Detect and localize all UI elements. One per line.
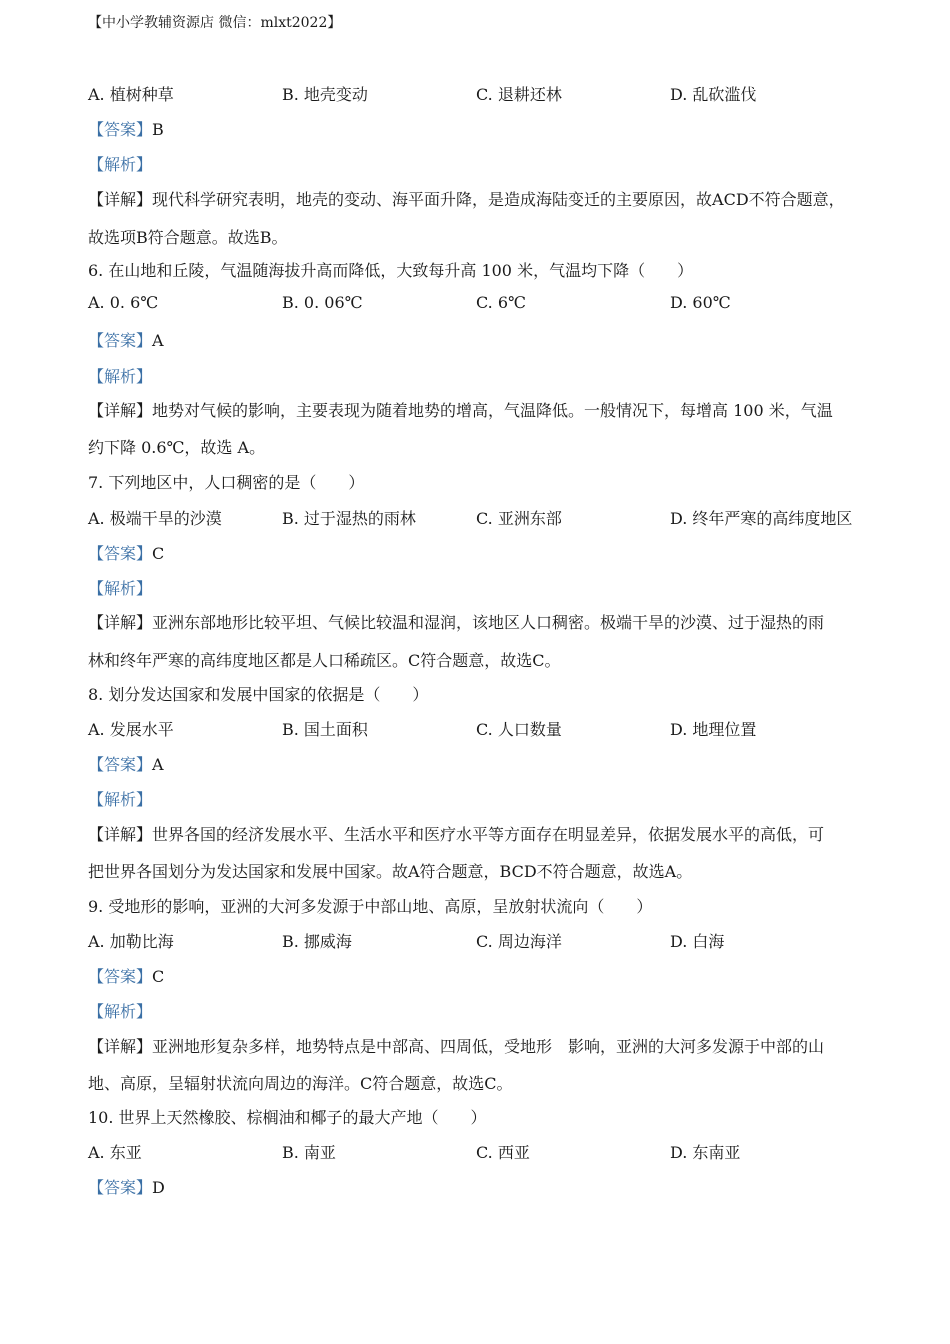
detail-text: 地势对气候的影响，主要表现为随着地势的增高，气温降低。一般情况下，每增高 100 米，气温 — [152, 401, 833, 420]
q10-option-b: B. 南亚 — [282, 1143, 336, 1162]
q6-answer — [88, 328, 164, 351]
answer-value: A — [152, 755, 164, 774]
answer-tag: 【答案】 — [88, 544, 153, 563]
answer-value: C — [152, 544, 165, 563]
q9-option-d: D. 白海 — [670, 932, 725, 951]
q10-option-c: C. 西亚 — [476, 1143, 530, 1162]
q5-option-d: D. 乱砍滥伐 — [670, 85, 757, 104]
q5-detail-line-1 — [88, 187, 845, 210]
q6-detail-line-2: 约下降 0.6℃，故选 A。 — [88, 438, 266, 457]
q5-option-c: C. 退耕还林 — [476, 85, 562, 104]
answer-value: B — [152, 120, 164, 139]
q6-detail-line-1 — [88, 398, 833, 421]
detail-tag: 【详解】 — [88, 1037, 153, 1056]
q8-answer — [88, 752, 164, 775]
q8-option-d: D. 地理位置 — [670, 720, 757, 739]
q7-detail-line-1 — [88, 610, 824, 633]
q9-option-b: B. 挪威海 — [282, 932, 352, 951]
q7-option-c: C. 亚洲东部 — [476, 509, 562, 528]
detail-tag: 【详解】 — [88, 190, 153, 209]
answer-value: A — [152, 331, 164, 350]
q8-option-a: A. 发展水平 — [88, 720, 174, 739]
detail-text: 亚洲东部地形比较平坦、气候比较温和湿润，该地区人口稠密。极端干旱的沙漠、过于湿热的雨 — [152, 613, 825, 632]
answer-tag: 【答案】 — [88, 755, 153, 774]
q5-analysis-tag: 【解析】 — [88, 155, 153, 174]
q7-option-a: A. 极端干旱的沙漠 — [88, 509, 222, 528]
q8-option-c: C. 人口数量 — [476, 720, 562, 739]
q7-option-d: D. 终年严寒的高纬度地区 — [670, 509, 853, 528]
q5-detail-line-2: 故选项B符合题意。故选B。 — [88, 228, 288, 247]
detail-text: 世界各国的经济发展水平、生活水平和医疗水平等方面存在明显差异，依据发展水平的高低，可 — [152, 825, 825, 844]
q10-question: 10. 世界上天然橡胶、棕榈油和椰子的最大产地（ ） — [88, 1108, 487, 1127]
q6-option-b: B. 0. 06℃ — [282, 293, 363, 312]
q6-option-a: A. 0. 6℃ — [88, 293, 159, 312]
q9-detail-line-1 — [88, 1034, 824, 1057]
q10-option-d: D. 东南亚 — [670, 1143, 741, 1162]
detail-text: 亚洲地形复杂多样，地势特点是中部高、四周低，受地形 影响，亚洲的大河多发源于中部的山 — [152, 1037, 825, 1056]
q9-question: 9. 受地形的影响，亚洲的大河多发源于中部山地、高原，呈放射状流向（ ） — [88, 897, 653, 916]
q8-detail-line-1 — [88, 822, 824, 845]
q7-question: 7. 下列地区中，人口稠密的是（ ） — [88, 473, 365, 492]
q5-answer — [88, 117, 164, 140]
q9-answer — [88, 964, 164, 987]
q7-detail-line-2: 林和终年严寒的高纬度地区都是人口稀疏区。C符合题意，故选C。 — [88, 651, 561, 670]
q8-option-b: B. 国土面积 — [282, 720, 368, 739]
detail-text: 现代科学研究表明，地壳的变动、海平面升降，是造成海陆变迁的主要原因，故ACD不符合题意， — [152, 190, 845, 209]
q8-question: 8. 划分发达国家和发展中国家的依据是（ ） — [88, 685, 429, 704]
detail-tag: 【详解】 — [88, 401, 153, 420]
answer-value: D — [152, 1178, 165, 1197]
q8-analysis-tag: 【解析】 — [88, 790, 153, 809]
detail-tag: 【详解】 — [88, 613, 153, 632]
q9-detail-line-2: 地、高原，呈辐射状流向周边的海洋。C符合题意，故选C。 — [88, 1074, 513, 1093]
q9-option-a: A. 加勒比海 — [88, 932, 174, 951]
q7-analysis-tag: 【解析】 — [88, 579, 153, 598]
detail-tag: 【详解】 — [88, 825, 153, 844]
q10-option-a: A. 东亚 — [88, 1143, 142, 1162]
q7-answer — [88, 541, 164, 564]
page-header: 【中小学教辅资源店 微信：mlxt2022】 — [88, 15, 342, 31]
answer-tag: 【答案】 — [88, 967, 153, 986]
answer-tag: 【答案】 — [88, 1178, 153, 1197]
q9-analysis-tag: 【解析】 — [88, 1002, 153, 1021]
q9-option-c: C. 周边海洋 — [476, 932, 562, 951]
q6-option-d: D. 60℃ — [670, 293, 731, 312]
q8-detail-line-2: 把世界各国划分为发达国家和发展中国家。故A符合题意，BCD不符合题意，故选A。 — [88, 862, 693, 881]
q6-option-c: C. 6℃ — [476, 293, 526, 312]
q7-option-b: B. 过于湿热的雨林 — [282, 509, 416, 528]
q5-option-b: B. 地壳变动 — [282, 85, 368, 104]
q10-answer — [88, 1175, 165, 1198]
q6-question: 6. 在山地和丘陵，气温随海拔升高而降低，大致每升高 100 米，气温均下降（ ） — [88, 261, 694, 280]
q6-analysis-tag: 【解析】 — [88, 367, 153, 386]
answer-tag: 【答案】 — [88, 331, 153, 350]
answer-tag: 【答案】 — [88, 120, 153, 139]
q5-option-a: A. 植树种草 — [88, 85, 174, 104]
answer-value: C — [152, 967, 165, 986]
